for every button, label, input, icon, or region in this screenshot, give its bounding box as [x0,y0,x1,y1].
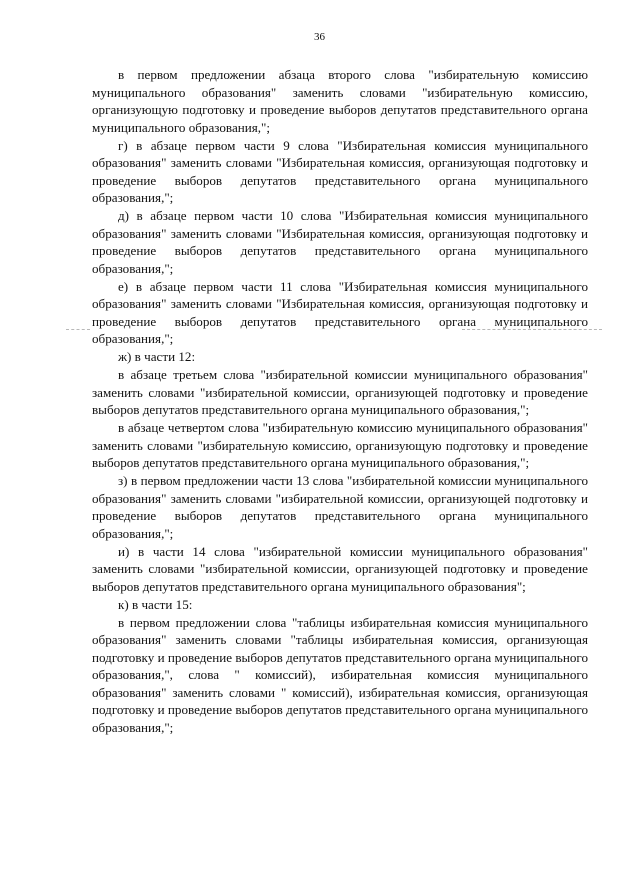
paragraph-item-k-first-sentence: в первом предложении слова "таблицы избирательная комиссия муниципального образования" заменить словами "таблицы избирательная комиссия, организующая подготовку и проведение выборов депутатов представительного органа муниципального образования,", слова " комиссий), избирательная комиссия муниципального образования" заменить словами " комиссий), избирательная комиссия, организующая подготовку и проведение выборов депутатов представительного органа муниципального образования,"; [92,614,588,735]
paragraph-item-g: г) в абзаце первом части 9 слова "Избирательная комиссия муниципального образования" заменить словами "Избирательная комиссия, организующая подготовку и проведение выборов депутатов представительного органа муниципального образования,"; [92,137,588,205]
paragraph-item-zh-fourth: в абзаце четвертом слова "избирательную комиссию муниципального образования" заменить словами "избирательную комиссию, организующую подготовку и проведение выборов депутатов представительного органа муниципального образования,"; [92,420,588,470]
paragraph-item-e: е) в абзаце первом части 11 слова "Избирательная комиссия муниципального образования" заменить словами "Избирательная комиссия, организующая подготовку и проведение выборов депутатов представительного органа муниципального образования,"; [92,278,588,346]
page-number: 36 [314,31,325,43]
paragraph-item-zh: ж) в части 12: [118,349,196,364]
paragraph-item-z: з) в первом предложении части 13 слова "избирательной комиссии муниципального образования" заменить словами "избирательной комиссии, организующей подготовку и проведение выборов депутатов представительного органа муниципального образования,"; [92,473,588,541]
paragraph-item-k: к) в части 15: [118,596,193,612]
paragraph-item-i: и) в части 14 слова "избирательной комиссии муниципального образования" заменить словами "избирательной комиссии, организующей подготовку и проведение выборов депутатов представительного органа муниципального образования"; [92,543,588,594]
paragraph-item-d: д) в абзаце первом части 10 слова "Избирательная комиссия муниципального образования" заменить словами "Избирательная комиссия, организующая подготовку и проведение выборов депутатов представительного органа муниципального образования,"; [92,208,588,276]
document-body [92,66,588,737]
paragraph-first-sentence-amendment: в первом предложении абзаца второго слова "избирательную комиссию муниципального образования" заменить словами "избирательную комиссию, организующую подготовку и проведение выборов депутатов представительного органа муниципального образования,"; [92,67,588,135]
paragraph-item-zh-third: в абзаце третьем слова "избирательной комиссии муниципального образования" заменить словами "избирательной комиссии, организующей подготовку и проведение выборов депутатов представительного органа муниципального образования,"; [92,367,588,417]
scan-artifact-left [66,329,90,330]
